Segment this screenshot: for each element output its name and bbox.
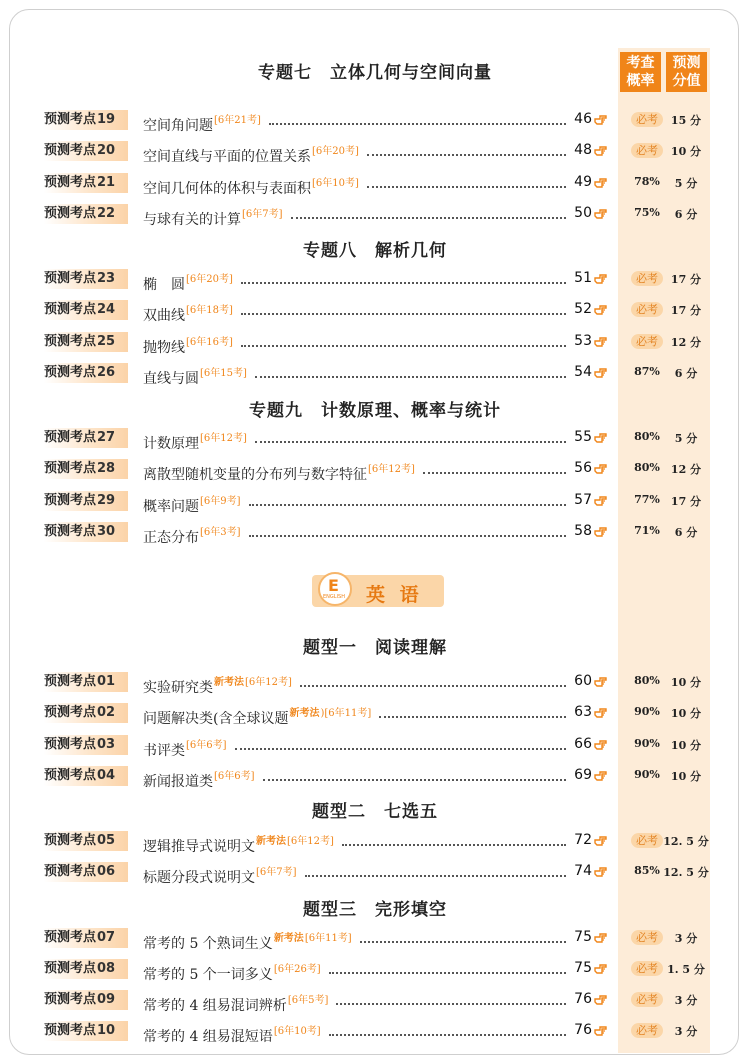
topic-title-text: 概率问题 [143,499,199,515]
page-number: 76 [574,1022,592,1038]
pointing-hand-icon [594,769,608,783]
topic-title-text: 常考的 5 个熟词生义 [143,936,273,952]
topic-title-text: 正态分布 [143,530,199,546]
topic-title-text: 书评类 [143,743,185,759]
topic-tag [44,862,128,882]
page-number: 51 [574,270,592,286]
toc-row[interactable] [0,928,750,950]
topic-number: 09 [97,992,116,1007]
logo-sub: ENGLISH [323,594,345,600]
leader-dots [336,1003,566,1005]
toc-row[interactable] [0,672,750,694]
leader-dots [423,472,566,474]
pointing-hand-icon [594,993,608,1007]
topic-title-text: 椭 圆 [143,277,185,293]
toc-row[interactable] [0,491,750,513]
topic-title [143,523,241,547]
predicted-score: 10 分 [670,739,702,752]
topic-title-text: 空间直线与平面的位置关系 [143,149,311,165]
predicted-score: 15 分 [670,114,702,127]
topic-title-text: 问题解决类(含全球议题 [143,711,289,727]
topic-title-text: 计数原理 [143,436,199,452]
leader-dots [300,685,566,687]
must-test-badge: 必考 [631,112,663,127]
topic-number: 28 [97,461,116,476]
pointing-hand-icon [594,335,608,349]
exam-frequency: [6年11考] [304,933,352,944]
pointing-hand-icon [594,931,608,945]
predicted-score: 17 分 [670,304,702,317]
page-number: 53 [574,333,592,349]
exam-frequency: )[6年11考] [320,708,372,719]
topic-tag [44,141,128,161]
predicted-score: 5 分 [674,177,698,190]
topic-number: 01 [97,674,116,689]
page-number: 75 [574,929,592,945]
page-number: 72 [574,832,592,848]
must-test-badge: 必考 [631,334,663,349]
toc-row[interactable] [0,990,750,1012]
section-title: 专题七 立体几何与空间向量 [258,63,492,83]
exam-frequency: [6年10考] [273,1026,321,1037]
pointing-hand-icon [594,462,608,476]
section-title: 题型二 七选五 [312,802,438,822]
topic-title [143,960,321,984]
topic-title [143,142,359,166]
pointing-hand-icon [594,525,608,539]
exam-frequency: [6年18考] [186,305,233,316]
rate-header-line1: 考查 [626,55,655,71]
topic-number: 26 [97,365,116,380]
page-number: 54 [574,364,592,380]
topic-title-text: 常考的 4 组易混短语 [143,1029,273,1045]
topic-title [143,1022,321,1046]
rate-header-line2: 概率 [626,73,655,89]
exam-frequency: [6年12考] [245,677,292,688]
predicted-score: 12 分 [670,463,702,476]
topic-number: 21 [97,175,116,190]
leader-dots [367,154,566,156]
topic-tag-label: 预测考点 [44,334,97,349]
exam-probability: 80% [634,674,660,687]
exam-frequency: [6年15考] [200,368,247,379]
topic-title [143,673,292,697]
pointing-hand-icon [594,176,608,190]
pointing-hand-icon [594,366,608,380]
topic-title-text: 双曲线 [143,308,185,324]
pointing-hand-icon [594,431,608,445]
toc-row[interactable] [0,300,750,322]
exam-frequency: [6年7考] [256,867,297,878]
topic-tag-label: 预测考点 [44,992,97,1007]
topic-tag-label: 预测考点 [44,833,97,848]
toc-row[interactable] [0,1021,750,1043]
page-number: 49 [574,174,592,190]
new-method-badge: 新考法 [273,933,304,944]
logo-letter: E [328,576,339,595]
topic-title [143,460,415,484]
exam-probability: 78% [634,175,660,188]
toc-row[interactable] [0,428,750,450]
leader-dots [263,779,566,781]
must-test-badge: 必考 [631,271,663,286]
topic-tag [44,990,128,1010]
predicted-score: 10 分 [670,145,702,158]
topic-number: 19 [97,112,116,127]
section-title: 题型三 完形填空 [303,900,447,920]
topic-title-text: 离散型随机变量的分布列与数字特征 [143,467,367,483]
topic-title [143,301,233,325]
english-logo-icon [318,572,352,606]
topic-tag-label: 预测考点 [44,365,97,380]
pointing-hand-icon [594,113,608,127]
topic-tag [44,363,128,383]
topic-tag [44,300,128,320]
leader-dots [249,504,566,506]
exam-frequency: [6年6考] [214,771,255,782]
topic-number: 20 [97,143,116,158]
leader-dots [249,535,566,537]
toc-row[interactable] [0,735,750,757]
toc-row[interactable] [0,110,750,132]
topic-title [143,111,261,135]
topic-title-text: 抛物线 [143,340,185,356]
topic-tag-label: 预测考点 [44,674,97,689]
predicted-score: 10 分 [670,676,702,689]
page-number: 75 [574,960,592,976]
toc-row[interactable] [0,959,750,981]
toc-row[interactable] [0,204,750,226]
exam-probability: 90% [634,705,660,718]
leader-dots [291,217,566,219]
topic-tag [44,173,128,193]
exam-probability: 71% [634,524,660,537]
exam-frequency: [6年21考] [214,115,261,126]
toc-row[interactable] [0,332,750,354]
topic-tag-label: 预测考点 [44,461,97,476]
toc-row[interactable] [0,459,750,481]
topic-title-text: 常考的 4 组易混词辨析 [143,998,287,1014]
topic-tag-label: 预测考点 [44,524,97,539]
must-test-badge: 必考 [631,930,663,945]
predicted-score: 3 分 [674,932,698,945]
exam-frequency: [6年12考] [287,836,334,847]
leader-dots [329,972,566,974]
topic-number: 29 [97,493,116,508]
topic-tag [44,831,128,851]
leader-dots [329,1034,566,1036]
pointing-hand-icon [594,962,608,976]
section-title: 专题八 解析几何 [303,241,447,261]
topic-number: 05 [97,833,116,848]
must-test-badge: 必考 [631,143,663,158]
page-number: 50 [574,205,592,221]
leader-dots [269,123,566,125]
leader-dots [241,345,566,347]
topic-number: 22 [97,206,116,221]
toc-row[interactable] [0,173,750,195]
predicted-score: 10 分 [670,770,702,783]
predicted-score: 6 分 [674,526,698,539]
pointing-hand-icon [594,494,608,508]
topic-title-text: 与球有关的计算 [143,212,241,228]
topic-title [143,429,247,453]
topic-title [143,991,328,1015]
topic-title-text: 空间角问题 [143,118,213,134]
must-test-badge: 必考 [631,302,663,317]
predicted-score: 12. 5 分 [663,866,709,879]
exam-frequency: [6年16考] [186,337,233,348]
must-test-badge: 必考 [631,992,663,1007]
topic-number: 23 [97,271,116,286]
new-method-badge: 新考法 [256,836,286,847]
exam-probability: 90% [634,768,660,781]
predicted-score: 10 分 [670,707,702,720]
pointing-hand-icon [594,865,608,879]
exam-probability: 80% [634,461,660,474]
topic-number: 02 [97,705,116,720]
topic-tag [44,928,128,948]
exam-frequency: [6年3考] [200,527,241,538]
page-number: 57 [574,492,592,508]
topic-tag [44,491,128,511]
toc-row[interactable] [0,703,750,725]
toc-row[interactable] [0,862,750,884]
exam-probability: 75% [634,206,660,219]
topic-number: 03 [97,737,116,752]
leader-dots [305,875,566,877]
topic-tag [44,459,128,479]
section-title: 题型一 阅读理解 [303,638,447,658]
score-header-line2: 分值 [672,73,701,89]
topic-tag-label: 预测考点 [44,175,97,190]
topic-number: 04 [97,768,116,783]
exam-frequency: [6年5考] [287,995,329,1006]
page-number: 74 [574,863,592,879]
exam-frequency: [6年9考] [200,496,241,507]
topic-number: 10 [97,1023,116,1038]
pointing-hand-icon [594,706,608,720]
pointing-hand-icon [594,144,608,158]
pointing-hand-icon [594,303,608,317]
predicted-score: 12 分 [670,336,702,349]
topic-tag-label: 预测考点 [44,1023,97,1038]
page-number: 63 [574,704,592,720]
topic-tag [44,766,128,786]
exam-probability: 87% [634,365,660,378]
page-number: 58 [574,523,592,539]
exam-frequency: [6年10考] [312,178,359,189]
topic-title [143,174,359,198]
predicted-score: 3 分 [674,994,698,1007]
english-banner-label: 英 语 [366,584,423,606]
exam-frequency: [6年20考] [186,274,233,285]
exam-probability: 80% [634,430,660,443]
topic-title [143,863,297,887]
topic-number: 07 [97,930,116,945]
leader-dots [360,941,566,943]
predicted-score: 6 分 [674,208,698,221]
topic-tag [44,1021,128,1041]
topic-tag [44,672,128,692]
page-number: 66 [574,736,592,752]
pointing-hand-icon [594,1024,608,1038]
topic-tag-label: 预测考点 [44,430,97,445]
topic-title-text: 直线与圆 [143,371,199,387]
page-number: 69 [574,767,592,783]
topic-title [143,832,334,856]
topic-tag-label: 预测考点 [44,493,97,508]
topic-number: 24 [97,302,116,317]
predicted-score: 1. 5 分 [667,963,705,976]
pointing-hand-icon [594,207,608,221]
topic-tag-label: 预测考点 [44,206,97,221]
leader-dots [342,844,566,846]
predicted-score: 17 分 [670,495,702,508]
topic-tag-label: 预测考点 [44,302,97,317]
topic-title [143,929,352,953]
page-number: 48 [574,142,592,158]
topic-tag-label: 预测考点 [44,143,97,158]
leader-dots [379,716,566,718]
must-test-badge: 必考 [631,1023,663,1038]
toc-row[interactable] [0,363,750,385]
topic-tag [44,735,128,755]
toc-row[interactable] [0,522,750,544]
page-number: 46 [574,111,592,127]
topic-tag-label: 预测考点 [44,930,97,945]
toc-row[interactable] [0,766,750,788]
predicted-score: 6 分 [674,367,698,380]
topic-number: 08 [97,961,116,976]
topic-title-text: 常考的 5 个一词多义 [143,967,273,983]
topic-title-text: 标题分段式说明文 [143,870,255,886]
topic-tag-label: 预测考点 [44,737,97,752]
topic-title [143,704,371,728]
topic-tag [44,110,128,130]
topic-tag [44,522,128,542]
page-number: 55 [574,429,592,445]
topic-tag [44,703,128,723]
leader-dots [235,748,566,750]
topic-title [143,767,255,791]
topic-title [143,205,283,229]
exam-frequency: [6年26考] [273,964,321,975]
exam-probability: 90% [634,737,660,750]
topic-title-text: 实验研究类 [143,680,213,696]
leader-dots [367,186,566,188]
topic-number: 30 [97,524,116,539]
exam-probability: 77% [634,493,660,506]
toc-row[interactable] [0,831,750,853]
new-method-badge: 新考法 [214,677,244,688]
topic-number: 27 [97,430,116,445]
predicted-score: 5 分 [674,432,698,445]
topic-tag [44,959,128,979]
pointing-hand-icon [594,738,608,752]
page-number: 60 [574,673,592,689]
exam-frequency: [6年7考] [242,209,283,220]
pointing-hand-icon [594,675,608,689]
exam-probability: 85% [634,864,660,877]
exam-frequency: [6年20考] [312,146,359,157]
topic-number: 06 [97,864,116,879]
score-header-line1: 预测 [672,55,701,71]
topic-tag-label: 预测考点 [44,768,97,783]
leader-dots [241,313,566,315]
topic-title [143,736,227,760]
predicted-score: 17 分 [670,273,702,286]
topic-title [143,364,247,388]
topic-title [143,492,241,516]
topic-tag [44,428,128,448]
must-test-badge: 必考 [631,833,663,848]
topic-title-text: 逻辑推导式说明文 [143,839,255,855]
topic-tag-label: 预测考点 [44,864,97,879]
toc-row[interactable] [0,269,750,291]
topic-tag-label: 预测考点 [44,705,97,720]
leader-dots [255,441,566,443]
predicted-score: 3 分 [674,1025,698,1038]
pointing-hand-icon [594,272,608,286]
topic-title-text: 新闻报道类 [143,774,213,790]
must-test-badge: 必考 [631,961,663,976]
topic-tag-label: 预测考点 [44,271,97,286]
exam-frequency: [6年6考] [186,740,227,751]
topic-title [143,270,233,294]
topic-number: 25 [97,334,116,349]
topic-title [143,333,233,357]
topic-tag [44,332,128,352]
topic-tag-label: 预测考点 [44,112,97,127]
topic-tag [44,269,128,289]
new-method-badge: 新考法 [289,708,320,719]
leader-dots [255,376,566,378]
exam-frequency: [6年12考] [200,433,247,444]
exam-frequency: [6年12考] [368,464,415,475]
topic-tag-label: 预测考点 [44,961,97,976]
toc-row[interactable] [0,141,750,163]
page-number: 52 [574,301,592,317]
section-title: 专题九 计数原理、概率与统计 [249,401,501,421]
predicted-score: 12. 5 分 [663,835,709,848]
leader-dots [241,282,566,284]
topic-tag [44,204,128,224]
page-number: 56 [574,460,592,476]
pointing-hand-icon [594,834,608,848]
topic-title-text: 空间几何体的体积与表面积 [143,181,311,197]
page-number: 76 [574,991,592,1007]
